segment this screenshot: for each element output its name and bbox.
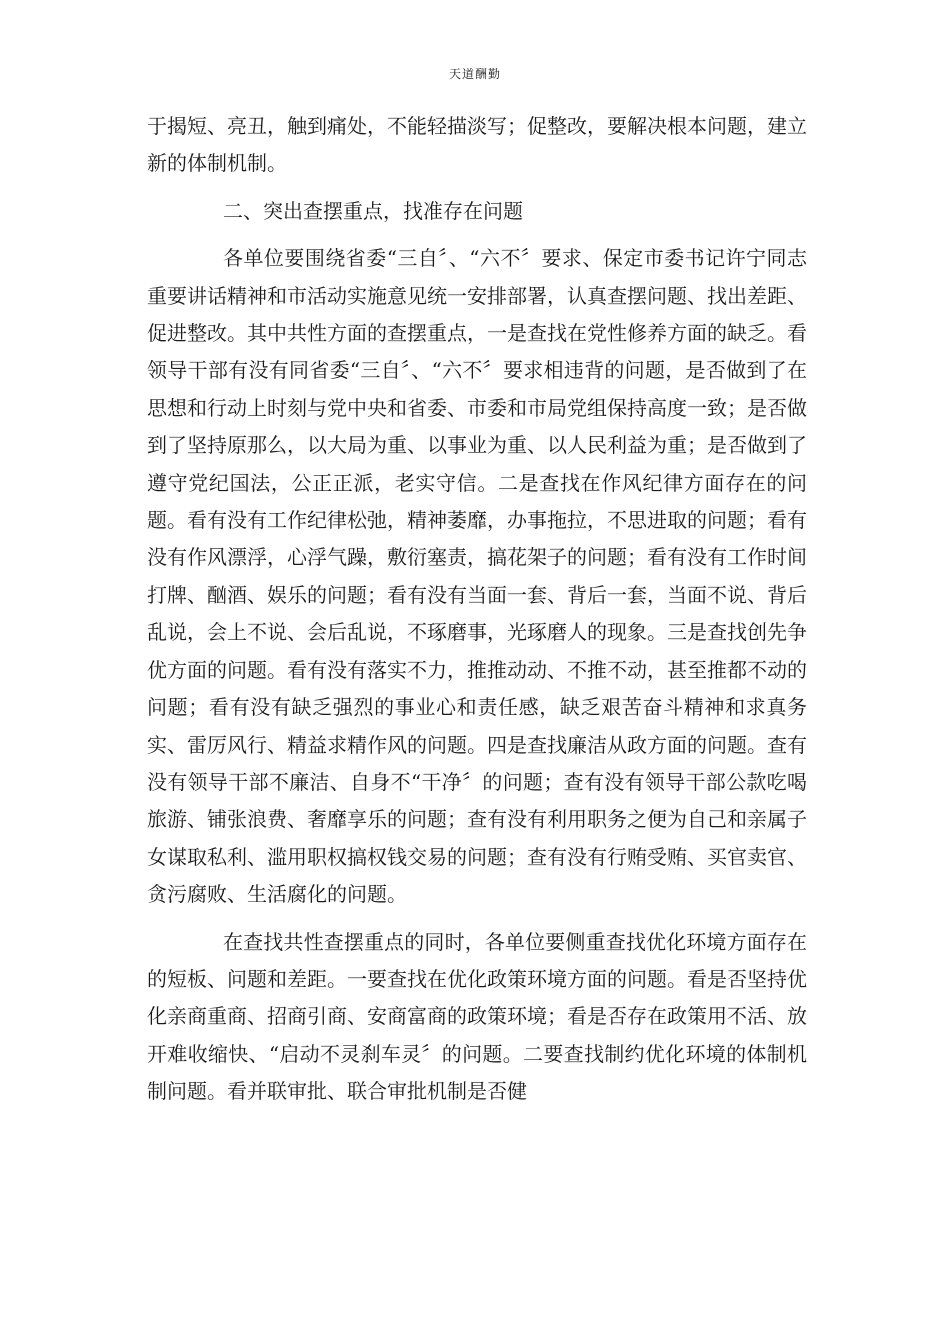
- paragraph-environment-issues: 在查找共性查摆重点的同时，各单位要侧重查找优化环境方面存在的短板、问题和差距。一要查找在优化政策环境方面的问题。看是否坚持优化亲商重商、招商引商、安商富商的政策环境；看是否存在政策用不活、放开难收缩快、“启动不灵刹车灵〞的问题。二要查找制约优化环境的体制机制问题。看并联审批、联合审批机制是否健: [147, 929, 807, 1104]
- section-heading: 二、突出查摆重点，找准存在问题: [223, 198, 523, 223]
- document-body: [147, 108, 807, 1111]
- paragraph-continuation: 于揭短、亮丑，触到痛处，不能轻描淡写；促整改，要解决根本问题，建立新的体制机制。: [147, 114, 807, 176]
- running-header: 天道酬勤: [448, 67, 501, 81]
- paragraph-inspection-focus: 各单位要围绕省委“三自〞、“六不〞要求、保定市委书记许宁同志重要讲话精神和市活动实施意见统一安排部署，认真查摆问题、找出差距、促进整改。其中共性方面的查摆重点，一是查找在党性修养方面的缺乏。看领导干部有没有同省委“三自〞、“六不〞要求相违背的问题，是否做到了在思想和行动上时刻与党中央和省委、市委和市局党组保持高度一致；是否做到了坚持原那么，以大局为重、以事业为重、以人民利益为重；是否做到了遵守党纪国法，公正正派，老实守信。二是查找在作风纪律方面存在的问题。看有没有工作纪律松弛，精神萎靡，办事拖拉，不思进取的问题；看有没有作风漂浮，心浮气躁，敷衍塞责，搞花架子的问题；看有没有工作时间打牌、酗酒、娱乐的问题；看有没有当面一套、背后一套，当面不说、背后乱说，会上不说、会后乱说，不琢磨事，光琢磨人的现象。三是查找创先争优方面的问题。看有没有落实不力，推推动动、不推不动，甚至推都不动的问题；看有没有缺乏强烈的事业心和责任感，缺乏艰苦奋斗精神和求真务实、雷厉风行、精益求精作风的问题。四是查找廉洁从政方面的问题。查有没有领导干部不廉洁、自身不“干净〞的问题；查有没有领导干部公款吃喝旅游、铺张浪费、奢靡享乐的问题；查有没有利用职务之便为自己和亲属子女谋取私利、滥用职权搞权钱交易的问题；查有没有行贿受贿、买官卖官、贪污腐败、生活腐化的问题。: [147, 246, 807, 907]
